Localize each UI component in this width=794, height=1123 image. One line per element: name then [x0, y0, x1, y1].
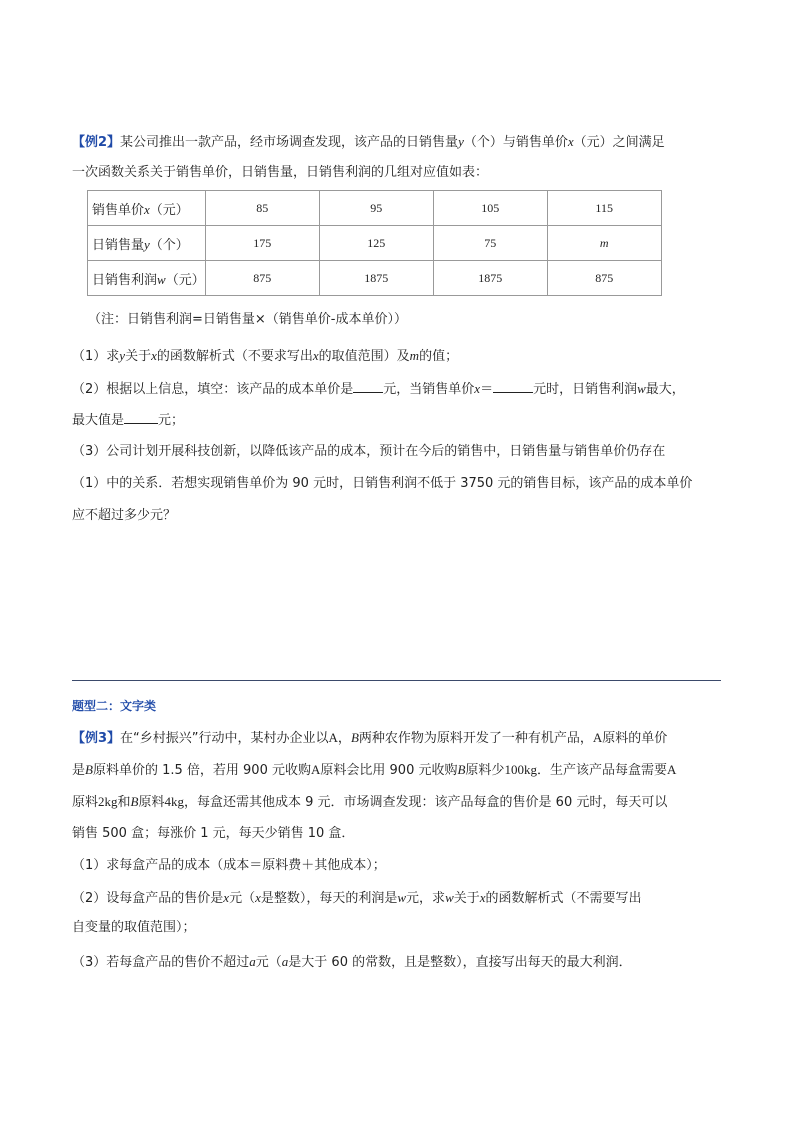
text-run: B: [457, 762, 466, 777]
text-run: A: [311, 762, 321, 777]
text-run: A: [328, 730, 338, 745]
text-run: 某公司推出一款产品，经市场调查发现，该产品的日销售量: [120, 135, 459, 150]
text-run: 销售单价: [92, 202, 145, 218]
table-cell: 875: [547, 261, 661, 296]
text-run: B: [350, 730, 359, 745]
text-run: B: [130, 794, 139, 809]
text-run: （元）之间满足: [573, 135, 665, 150]
ex3-question-3: [72, 953, 632, 972]
text-run: （个）与销售单价: [463, 135, 568, 150]
ex3-line4: 销售 500 盒；每涨价 1 元，每天少销售 10 盒．: [72, 826, 355, 841]
table-cell: 105: [433, 191, 547, 226]
text-run: x: [151, 348, 157, 363]
text-run: 最大，: [645, 382, 685, 397]
table-row: [88, 191, 662, 226]
text-run: （个）: [149, 237, 189, 253]
table-cell: 1875: [319, 261, 433, 296]
ex2-question-2-cont: [72, 411, 184, 430]
table-row: [88, 261, 662, 296]
table-cell: 125: [319, 226, 433, 261]
text-run: 元，求: [406, 891, 446, 906]
text-run: 原料会比用 900 元收购: [320, 763, 458, 778]
ex3-question-1: （1）求每盒产品的成本（成本＝原料费＋其他成本）；: [72, 858, 386, 873]
text-run: 的函数解析式（不需要写出: [485, 891, 642, 906]
text-run: 4kg: [164, 794, 184, 809]
text-run: x: [255, 890, 261, 905]
text-run: 元；: [158, 413, 185, 428]
text-run: a: [281, 954, 289, 969]
text-run: 日销售量: [92, 237, 145, 253]
ex3-line1: [72, 729, 667, 748]
ex2-question-3-line2: （1）中的关系．若想实现销售单价为 90 元时，日销售利润不低于 3750 元的销售目标，该产品的成本单价: [72, 476, 693, 491]
ex2-question-3-line3: 应不超过多少元？: [72, 508, 177, 523]
ex3-question-2: [72, 889, 642, 908]
text-run: ＝: [480, 382, 494, 397]
ex2-note: （注：日销售利润=日销售量×（销售单价-成本单价））: [88, 312, 407, 327]
text-run: 关于: [125, 349, 152, 364]
text-run: x: [223, 890, 230, 905]
text-run: x: [474, 381, 481, 396]
table-cell: 1875: [433, 261, 547, 296]
ex2-line2: 一次函数关系关于销售单价，日销售量，日销售利润的几组对应值如表：: [72, 165, 489, 180]
table-row: [88, 226, 662, 261]
answer-blank: [124, 411, 158, 424]
text-run: （2）设每盒产品的售价是: [72, 891, 224, 906]
text-run: x: [144, 201, 150, 217]
row-header-profit: [88, 261, 206, 296]
ex2-question-1: [72, 347, 458, 366]
text-run: a: [249, 954, 256, 969]
section-title: 题型二：文字类: [72, 699, 157, 713]
text-run: ，: [337, 731, 351, 746]
text-run: （元）: [149, 202, 189, 218]
table-cell: 175: [205, 226, 319, 261]
ex3-line2: [72, 761, 676, 780]
text-run: 原料单价的 1.5 倍，若用 900 元收购: [92, 763, 311, 778]
text-run: ，每盒还需其他成本 9 元．市场调查发现：该产品每盒的售价是 60 元时，每天可以: [184, 795, 668, 810]
text-run: A: [666, 762, 677, 777]
answer-blank: [353, 380, 383, 393]
text-run: 元（: [255, 955, 282, 970]
text-run: 元（: [229, 891, 256, 906]
text-run: 在“乡村振兴”行动中，某村办企业以: [120, 731, 329, 746]
text-run: 和: [117, 795, 131, 810]
text-run: 关于: [453, 891, 480, 906]
table-cell: 75: [433, 226, 547, 261]
answer-blank: [493, 380, 533, 393]
text-run: 是整数），每天的利润是: [260, 891, 398, 906]
text-run: w: [637, 381, 646, 396]
text-run: 100kg: [504, 762, 537, 777]
text-run: 日销售利润: [92, 272, 158, 288]
ex2-line1: [72, 133, 665, 152]
text-run: 元时，日销售利润: [533, 382, 638, 397]
row-header-quantity: [88, 226, 206, 261]
table-cell: m: [547, 226, 661, 261]
ex2-question-2: [72, 380, 685, 399]
text-run: 原料: [138, 795, 165, 810]
text-run: y: [119, 348, 126, 363]
text-run: （3）若每盒产品的售价不超过: [72, 955, 250, 970]
text-run: m: [409, 348, 420, 363]
text-run: x: [312, 348, 319, 363]
section-divider: [72, 680, 721, 681]
text-run: （2）根据以上信息，填空：该产品的成本单价是: [72, 382, 354, 397]
text-run: 最大值是: [72, 413, 125, 428]
text-run: 元，当销售单价: [383, 382, 475, 397]
ex3-tag: 【例3】: [72, 731, 121, 746]
text-run: 的值；: [419, 349, 459, 364]
text-run: ．生产该产品每盒需要: [536, 763, 667, 778]
text-run: B: [85, 762, 93, 777]
text-run: w: [397, 890, 407, 905]
text-run: 两种农作物为原料开发了一种有机产品，: [358, 731, 593, 746]
text-run: 原料的单价: [602, 731, 668, 746]
text-run: w: [157, 271, 166, 287]
table-cell: 95: [319, 191, 433, 226]
row-header-price: [88, 191, 206, 226]
text-run: 的函数解析式（不要求写出: [156, 349, 313, 364]
ex2-tag: 【例2】: [72, 135, 121, 150]
text-run: 原料少: [465, 763, 505, 778]
ex3-question-2-cont: 自变量的取值范围）；: [72, 920, 196, 935]
text-run: y: [144, 236, 150, 252]
text-run: x: [479, 890, 486, 905]
text-run: 2kg: [98, 794, 118, 809]
text-run: 原料: [72, 795, 99, 810]
ex2-question-3-line1: （3）公司计划开展科技创新，以降低该产品的成本，预计在今后的销售中，日销售量与销售单价仍存在: [72, 444, 666, 459]
text-run: 的取值范围）及: [318, 349, 410, 364]
text-run: x: [567, 134, 574, 149]
text-run: w: [445, 890, 454, 905]
text-run: 是大于 60 的常数，且是整数），直接写出每天的最大利润．: [288, 955, 632, 970]
text-run: （元）: [165, 272, 205, 288]
text-run: （1）求: [72, 349, 120, 364]
text-run: A: [592, 730, 603, 745]
table-cell: 115: [547, 191, 661, 226]
text-run: y: [458, 134, 464, 149]
text-run: 是: [72, 763, 86, 778]
table-cell: 875: [205, 261, 319, 296]
value-table: [87, 190, 662, 296]
table-cell: 85: [205, 191, 319, 226]
ex3-line3: [72, 793, 667, 812]
